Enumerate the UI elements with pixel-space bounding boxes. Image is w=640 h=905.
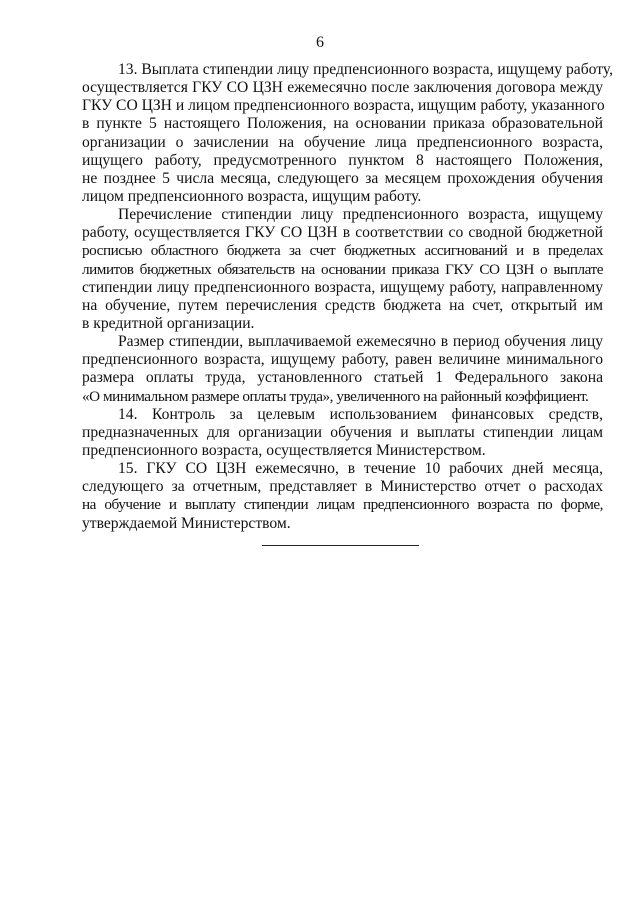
text-line: ГКУ СО ЦЗН и лицом предпенсионного возраста, ищущим работу, указанного (82, 97, 605, 115)
text-line: организации о зачислении на обучение лица предпенсионного возраста, (82, 133, 603, 151)
text-line: предпенсионного возраста, ищущему работу, равен величине минимального (82, 351, 603, 369)
document-body (82, 61, 613, 533)
text-line: предпенсионного возраста, осуществляется Министерством. (82, 441, 486, 459)
text-line: на обучение и выплату стипендии лицам предпенсионного возраста по форме, (82, 496, 603, 514)
text-line: 13. Выплата стипендии лицу предпенсионного возраста, ищущему работу, (118, 61, 613, 78)
paragraph (82, 406, 603, 460)
paragraph (82, 460, 603, 533)
paragraph (82, 206, 603, 333)
end-separator-line (262, 545, 419, 546)
text-line: 15. ГКУ СО ЦЗН ежемесячно, в течение 10 рабочих дней месяца, (118, 460, 603, 478)
paragraph (82, 333, 603, 406)
text-line: не позднее 5 числа месяца, следующего за месяцем прохождения обучения (82, 169, 603, 187)
text-line: лимитов бюджетных обязательств на основании приказа ГКУ СО ЦЗН о выплате (82, 260, 603, 278)
text-line: в пункте 5 настоящего Положения, на основании приказа образовательной (82, 115, 603, 133)
text-line: ищущего работу, предусмотренного пунктом 8 настоящего Положения, (82, 151, 603, 169)
text-line: работу, осуществляется ГКУ СО ЦЗН в соответствии со сводной бюджетной (82, 224, 603, 242)
text-line: размера оплаты труда, установленного статьей 1 Федерального закона (82, 369, 603, 387)
text-line: Размер стипендии, выплачиваемой ежемесячно в период обучения лицу (118, 333, 603, 351)
text-line: в кредитной организации. (82, 314, 255, 332)
text-line: утверждаемой Министерством. (82, 514, 291, 532)
text-line: «О минимальном размере оплаты труда», увеличенного на районный коэффициент. (82, 387, 589, 405)
text-line: предназначенных для организации обучения и выплаты стипендии лицам (82, 423, 603, 441)
text-line: осуществляется ГКУ СО ЦЗН ежемесячно после заключения договора между (82, 79, 603, 97)
text-line: следующего за отчетным, представляет в Министерство отчет о расходах (82, 478, 603, 496)
paragraph (82, 61, 613, 206)
text-line: росписью областного бюджета за счет бюджетных ассигнований и в пределах (82, 242, 603, 260)
page-number: 6 (316, 34, 324, 51)
text-line: лицом предпенсионного возраста, ищущим работу. (82, 187, 422, 205)
text-line: стипендии лицу предпенсионного возраста, ищущему работу, направленному (82, 278, 603, 296)
text-line: на обучение, путем перечисления средств бюджета на счет, открытый им (82, 296, 603, 314)
text-line: Перечисление стипендии лицу предпенсионного возраста, ищущему (118, 206, 603, 224)
text-line: 14. Контроль за целевым использованием финансовых средств, (118, 405, 603, 423)
